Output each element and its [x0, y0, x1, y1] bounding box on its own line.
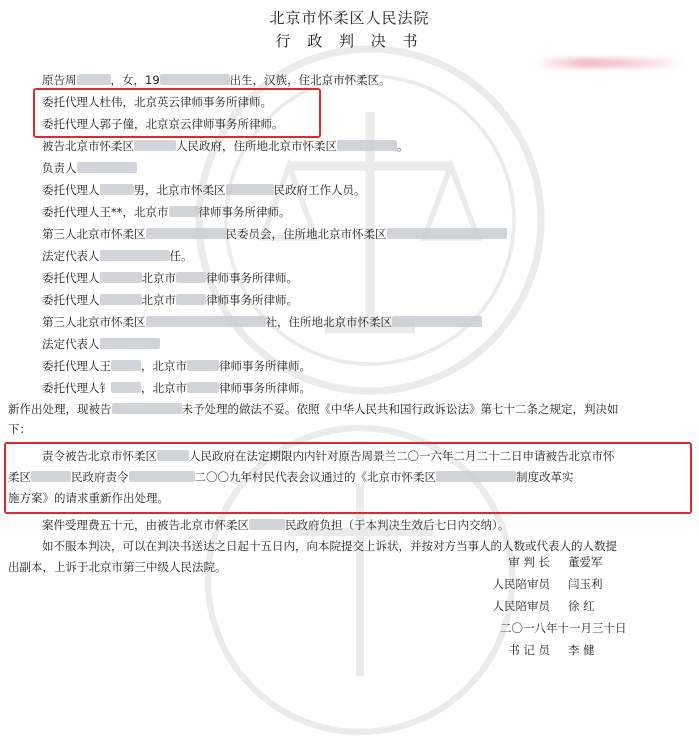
redaction — [100, 250, 170, 261]
text: 第三人北京市怀柔区 — [42, 315, 146, 329]
text: 民政府责令 — [71, 470, 129, 484]
redaction — [392, 316, 482, 327]
text: 民委员会，住所地北京市怀柔区 — [225, 227, 387, 241]
text: 新作出处理，现被告 — [8, 402, 112, 416]
redaction — [112, 403, 182, 414]
redaction — [249, 519, 285, 530]
third-party-1-line — [42, 226, 507, 242]
fee-line — [42, 517, 509, 533]
text: 负责人 — [42, 161, 77, 175]
document-type: 行 政 判 决 书 — [275, 32, 424, 50]
text: 男，北京市怀柔区 — [133, 183, 226, 197]
redaction — [187, 360, 219, 371]
text: 第三人北京市怀柔区 — [42, 227, 146, 241]
third-party-2-rep-line — [42, 336, 160, 352]
text: 人民政府，住所地北京市怀柔区 — [176, 139, 337, 153]
text: 委托代理人 — [42, 271, 100, 285]
redaction — [169, 206, 199, 217]
text: ，北京市 — [141, 381, 187, 395]
redaction — [146, 228, 226, 239]
text: 二〇〇九年村民代表会议通过的《北京市怀柔区 — [194, 470, 436, 484]
signature-title: 审 判 长 — [508, 555, 550, 569]
highlight-box-ruling — [4, 442, 692, 514]
text: 任。 — [169, 249, 193, 263]
reasoning-line — [8, 401, 619, 417]
court-name: 北京市怀柔区人民法院 — [269, 9, 430, 27]
highlight-box-agents — [33, 88, 321, 138]
signature-name: 闫玉利 — [568, 577, 603, 591]
signature-title: 书 记 员 — [508, 643, 550, 657]
signature-name: 李 健 — [568, 643, 595, 657]
redaction — [100, 272, 142, 283]
text: 法定代表人 — [42, 337, 100, 351]
third-party-2-line — [42, 314, 482, 330]
signature-row — [500, 620, 627, 636]
signature-name: 徐 红 — [568, 599, 595, 613]
signature-title: 人民陪审员 — [492, 599, 550, 613]
signature-name: 董爱军 — [568, 555, 603, 569]
redaction — [100, 338, 160, 349]
text: 北京市 — [141, 293, 176, 307]
reasoning-line-end: 下： — [8, 422, 31, 436]
text: 法定代表人 — [42, 249, 100, 263]
redaction — [100, 294, 142, 305]
text: 制度改革实 — [516, 470, 574, 484]
text: 律师事务所律师。 — [206, 271, 298, 285]
agent-line-1: 委托代理人杜伟，北京英云律师事务所律师。 — [42, 95, 272, 109]
text: 委托代理人 — [42, 183, 100, 197]
text: 律师事务所律师。 — [219, 359, 311, 373]
redaction — [100, 184, 134, 195]
signature-title: 人民陪审员 — [492, 577, 550, 591]
text: 柔区 — [8, 470, 31, 484]
defendant-line — [42, 138, 409, 154]
text: ，女，19 — [110, 73, 160, 87]
text: 委托代理人王 — [42, 359, 111, 373]
agent-line-2: 委托代理人郭子僮，北京京云律师事务所律师。 — [42, 117, 284, 131]
signature-row — [488, 576, 603, 592]
ruling-line-3: 施方案》的请求重新作出处理。 — [8, 491, 169, 505]
text: 人民政府在法定期限内内针对原告周景兰二〇一六年二月二十二日申请被告北京市怀 — [189, 449, 615, 463]
text: 委托代理人钅 — [42, 381, 111, 395]
redaction — [176, 272, 206, 283]
text: 律师事务所律师。 — [198, 205, 291, 219]
text: ，北京市 — [141, 359, 187, 373]
text: 律师事务所律师。 — [206, 293, 298, 307]
text: 民政府工作人员。 — [273, 183, 366, 197]
third-party-1-agent-line-1 — [42, 270, 298, 286]
redaction — [111, 382, 141, 393]
third-party-2-agent-line-1 — [42, 358, 311, 374]
redaction — [134, 140, 176, 151]
redacted-case-number — [535, 58, 685, 68]
signature-row — [488, 642, 595, 658]
text: 原告周 — [42, 73, 77, 87]
text: 律师事务所律师。 — [219, 381, 311, 395]
redaction — [187, 382, 219, 393]
signature-row — [488, 554, 603, 570]
third-party-1-rep-line — [42, 248, 193, 264]
appeal-line-2: 出副本，上诉于北京市第三中级人民法院。 — [8, 560, 227, 574]
text: 社，住所地北京市怀柔区 — [265, 315, 392, 329]
defendant-agent-line-2 — [42, 204, 291, 220]
text: 委托代理人 — [42, 293, 100, 307]
text: 被告北京市怀柔区 — [42, 139, 134, 153]
text: 出生，汉族，住北京市怀柔区。 — [229, 73, 391, 87]
redaction — [226, 184, 274, 195]
text: 民政府负担（于本判决生效后七日内交纳）。 — [285, 518, 510, 532]
text: 委托代理人王**，北京市 — [42, 205, 169, 219]
text: 案件受理费五十元，由被告北京市怀柔区 — [42, 518, 249, 532]
redaction — [337, 140, 397, 151]
redaction — [77, 162, 137, 173]
third-party-1-agent-line-2 — [42, 292, 298, 308]
defendant-head-line — [42, 160, 137, 176]
defendant-agent-line-1 — [42, 182, 366, 198]
document-header — [0, 8, 699, 52]
third-party-2-agent-line-2 — [42, 380, 311, 396]
redaction — [387, 228, 507, 239]
signature-row — [488, 598, 595, 614]
redaction — [77, 74, 111, 85]
text: 未予处理的做法不妥。依照《中华人民共和国行政诉讼法》第七十二条之规定，判决如 — [181, 402, 619, 416]
plaintiff-line — [42, 72, 391, 88]
redaction — [146, 316, 266, 327]
redaction — [160, 74, 230, 85]
text: 责令被告北京市怀柔区 — [42, 449, 157, 463]
appeal-line-1: 如不服本判决，可以在判决书送达之日起十五日内，向本院提交上诉状，并按对方当事人的人数或代表人的人数提 — [42, 539, 617, 553]
text: 北京市 — [141, 271, 176, 285]
redaction — [176, 294, 206, 305]
judgment-date: 二〇一八年十一月三十日 — [500, 621, 627, 635]
redaction — [111, 360, 141, 371]
text: 。 — [397, 139, 409, 153]
